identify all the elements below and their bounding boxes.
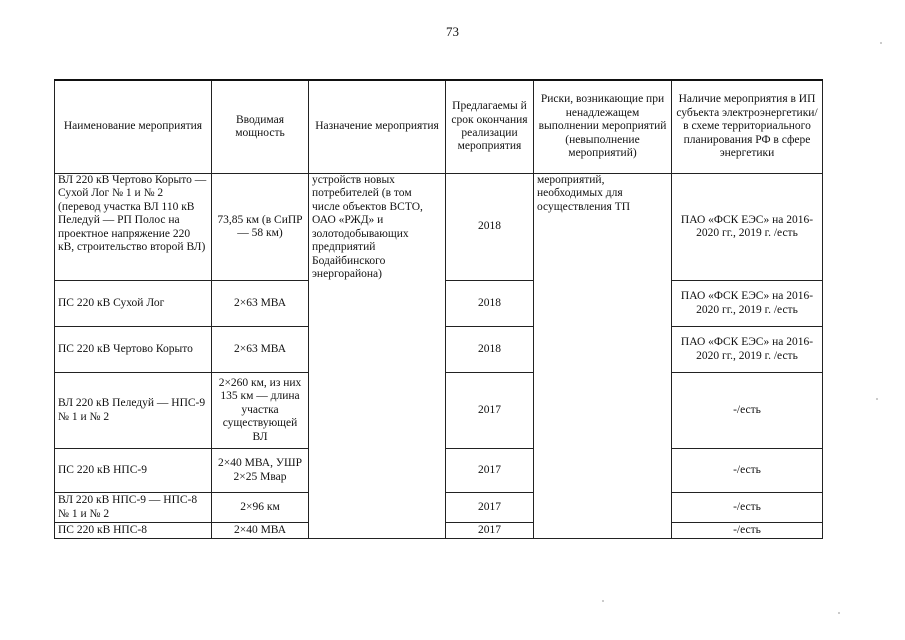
cell-ip: -/есть <box>672 493 823 523</box>
cell-year: 2018 <box>446 174 534 281</box>
cell-risks: мероприятий, необходимых для осуществления ТП <box>534 174 672 539</box>
cell-name: ВЛ 220 кВ Чертово Корыто — Сухой Лог № 1 и № 2 (перевод участка ВЛ 110 кВ Пеледуй — РП Полос на проектное напряжение 220 кВ, строительство второй ВЛ) <box>55 174 212 281</box>
cell-year: 2018 <box>446 281 534 327</box>
cell-year: 2017 <box>446 449 534 493</box>
cell-name: ПС 220 кВ НПС-9 <box>55 449 212 493</box>
cell-name: ПС 220 кВ НПС-8 <box>55 523 212 539</box>
cell-ip: -/есть <box>672 373 823 449</box>
header-purpose: Назначение мероприятия <box>309 80 446 174</box>
cell-capacity: 2×40 МВА <box>212 523 309 539</box>
cell-year: 2017 <box>446 493 534 523</box>
cell-purpose: устройств новых потребителей (в том числе объектов ВСТО, ОАО «РЖД» и золотодобывающих предприятий Бодайбинского энергорайона) <box>309 174 446 539</box>
scan-speck <box>838 612 840 614</box>
cell-ip: ПАО «ФСК ЕЭС» на 2016-2020 гг., 2019 г. /есть <box>672 327 823 373</box>
header-ip: Наличие мероприятия в ИП субъекта электроэнергетики/в схеме территориального планирования РФ в сфере энергетики <box>672 80 823 174</box>
header-capacity: Вводимая мощность <box>212 80 309 174</box>
cell-capacity: 2×40 МВА, УШР 2×25 Мвар <box>212 449 309 493</box>
scan-speck <box>602 600 604 602</box>
scan-speck <box>876 398 878 400</box>
header-risks: Риски, возникающие при ненадлежащем выполнении мероприятий (невыполнение мероприятий) <box>534 80 672 174</box>
cell-ip: ПАО «ФСК ЕЭС» на 2016-2020 гг., 2019 г. /есть <box>672 174 823 281</box>
header-name: Наименование мероприятия <box>55 80 212 174</box>
cell-year: 2018 <box>446 327 534 373</box>
cell-ip: -/есть <box>672 523 823 539</box>
cell-capacity: 2×63 МВА <box>212 327 309 373</box>
cell-name: ВЛ 220 кВ Пеледуй — НПС-9 № 1 и № 2 <box>55 373 212 449</box>
cell-ip: -/есть <box>672 449 823 493</box>
measures-table <box>54 79 823 539</box>
page-number: 73 <box>446 24 459 39</box>
cell-ip: ПАО «ФСК ЕЭС» на 2016-2020 гг., 2019 г. /есть <box>672 281 823 327</box>
header-deadline: Предлагаемы й срок окончания реализации мероприятия <box>446 80 534 174</box>
cell-capacity: 2×260 км, из них 135 км — длина участка существующей ВЛ <box>212 373 309 449</box>
cell-name: ПС 220 кВ Сухой Лог <box>55 281 212 327</box>
cell-year: 2017 <box>446 373 534 449</box>
scan-speck <box>880 42 882 44</box>
table-row <box>55 174 823 281</box>
cell-capacity: 73,85 км (в СиПР — 58 км) <box>212 174 309 281</box>
cell-name: ПС 220 кВ Чертово Корыто <box>55 327 212 373</box>
cell-capacity: 2×63 МВА <box>212 281 309 327</box>
cell-year: 2017 <box>446 523 534 539</box>
table-header-row <box>55 80 823 174</box>
cell-capacity: 2×96 км <box>212 493 309 523</box>
cell-name: ВЛ 220 кВ НПС-9 — НПС-8 № 1 и № 2 <box>55 493 212 523</box>
